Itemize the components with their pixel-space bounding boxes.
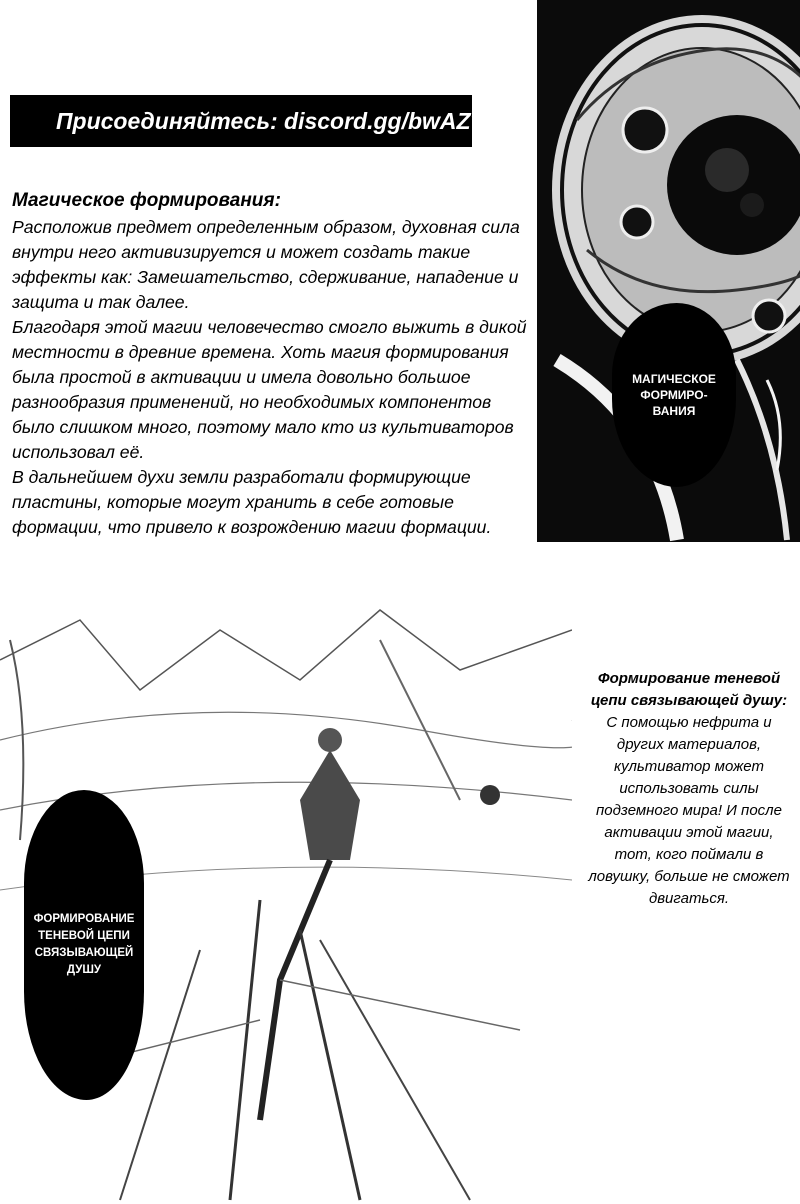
note-heading: Формирование теневой цепи связывающей душу: [590, 670, 788, 709]
bubble-text: МАГИЧЕСКОЕ ФОРМИРО-ВАНИЯ [632, 372, 716, 418]
discord-banner-text: Присоединяйтесь: discord.gg/bwAZvCs [56, 107, 513, 134]
note-body: С помощью нефрита и других материалов, культиватор может использовать силы подземного мира! И после активации этой магии, тот, кого поймали в ловушку, больше не сможет двигаться. [588, 714, 790, 907]
description-paragraph: Расположив предмет определенным образом, духовная сила внутри него активизируется и может создать такие эффекты как: Замешательство, сдерживание, нападение и защита и так далее. [12, 217, 520, 312]
description-heading: Магическое формирования: [12, 190, 281, 211]
discord-banner [10, 95, 513, 147]
description-paragraph: Благодаря этой магии человечество смогло выжить в дикой местности в древние времена. Хоть магия формирования была простой в активации и имела довольно большое разнообразия применений, но необходимых компонентов было слишком много, поэтому мало кто из культиваторов использовал её. [12, 317, 527, 462]
description-paragraph: В дальнейшем духи земли разработали формирующие пластины, которые могут хранить в себе готовые формации, что привело к возрождению магии формации. [12, 467, 492, 537]
speech-bubble-shadow-chain [24, 790, 144, 1100]
bubble-text: ФОРМИРОВАНИЕ ТЕНЕВОЙ ЦЕПИ СВЯЗЫВАЮЩЕЙ ДУШУ [33, 913, 135, 976]
speech-bubble-formation [612, 303, 736, 487]
shadow-chain-note [586, 668, 792, 910]
magic-description [12, 188, 534, 540]
